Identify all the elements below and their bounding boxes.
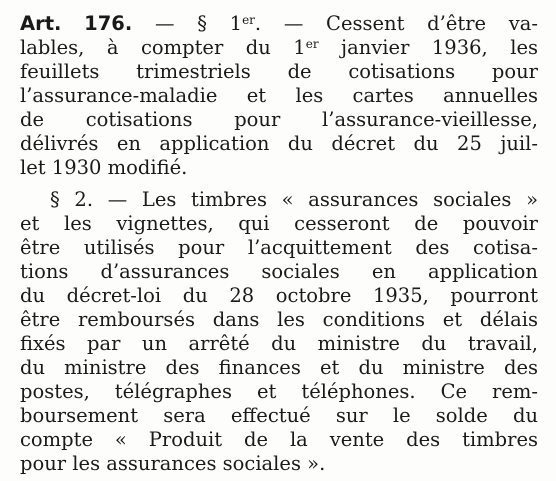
section-1-heading-tail: . — Cessent d’être va- (254, 12, 539, 35)
paragraph-line: feuillets trimestriels de cotisations pour (20, 60, 538, 83)
paragraph-line: du ministre des finances et du ministre des (20, 356, 538, 379)
paragraph-line: être remboursés dans les conditions et délais (20, 308, 538, 331)
paragraph-line: lables, à compter du 1er janvier 1936, les (20, 36, 538, 59)
section-1-sign: — § 1 (155, 12, 243, 35)
paragraph-line: de cotisations pour l’assurance-vieillesse, (20, 108, 538, 131)
article-number: 176. (84, 12, 133, 35)
section-2-heading-line: § 2. — Les timbres « assurances sociales » (50, 188, 538, 211)
section-1-superscript: er (242, 13, 255, 27)
paragraph-line: être utilisés pour l’acquittement des cotisa- (20, 236, 538, 259)
paragraph-line: fixés par un arrêté du ministre du travail, (20, 332, 538, 355)
paragraph-line: l’assurance-maladie et les cartes annuelles (20, 84, 538, 107)
paragraph-line: pour les assurances sociales ». (20, 452, 326, 475)
date-superscript: er (305, 37, 319, 51)
paragraph-line: et les vignettes, qui cesseront de pouvoir (20, 212, 538, 235)
paragraph-line: délivrés en application du décret du 25 juil- (20, 132, 538, 155)
paragraph-line: let 1930 modifié. (20, 156, 188, 179)
article-heading-line (20, 12, 538, 36)
paragraph-line: tions d’assurances sociales en application (20, 260, 538, 283)
article-label: Art. (20, 12, 62, 35)
paragraph-line: boursement sera effectué sur le solde du (20, 404, 538, 427)
paragraph-line: compte « Produit de la vente des timbres (20, 428, 538, 451)
paragraph-line: postes, télégraphes et téléphones. Ce rem- (20, 380, 538, 403)
paragraph-line: du décret-loi du 28 octobre 1935, pourront (20, 284, 538, 307)
